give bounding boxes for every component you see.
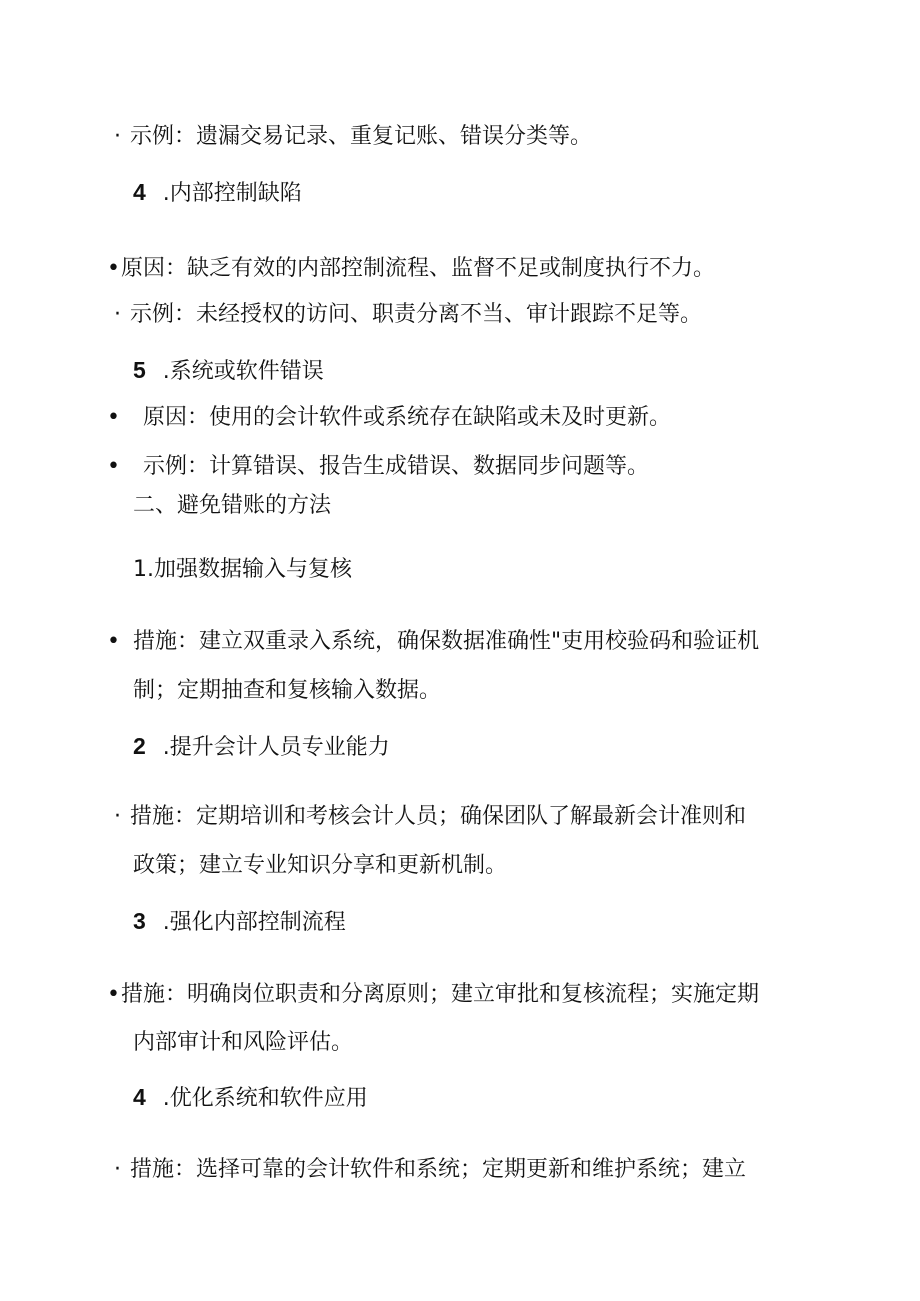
heading-number: 2 [133, 733, 146, 759]
measure-line-internal-process [107, 980, 759, 1010]
measure-line-staff-skills [114, 802, 746, 832]
heading-number: 5 [133, 357, 146, 383]
heading-system-optimization [133, 1082, 368, 1114]
line-text: 内部审计和风险评估。 [133, 1030, 354, 1055]
heading-text: .优化系统和软件应用 [162, 1086, 368, 1111]
bullet-marker: · [114, 804, 121, 829]
heading-data-input [133, 555, 352, 585]
line-text: 制；定期抽查和复核输入数据。 [133, 678, 442, 703]
heading-text: .内部控制缺陷 [162, 181, 302, 206]
line-text: 原因：缺乏有效的内部控制流程、监督不足或制度执行不力。 [121, 256, 716, 281]
section-heading-text: 二、避免错账的方法 [133, 493, 332, 518]
measure-line-system-optimization [114, 1155, 746, 1185]
bullet-marker: · [114, 302, 121, 327]
measure-line-data-input-cont [133, 676, 441, 706]
measure-line-data-input [107, 627, 759, 657]
heading-text: .提升会计人员专业能力 [162, 735, 390, 760]
heading-staff-skills [133, 731, 390, 763]
cause-line-system-error [107, 403, 671, 433]
heading-text: 1.加强数据输入与复核 [133, 557, 352, 582]
bullet-marker: • [107, 256, 120, 281]
line-text: 示例：未经授权的访问、职责分离不当、审计跟踪不足等。 [130, 302, 703, 327]
heading-number: 4 [133, 179, 146, 205]
section-heading-avoid-errors [133, 491, 331, 521]
line-text: 措施：定期培训和考核会计人员；确保团队了解最新会计准则和 [130, 804, 747, 829]
bullet-marker: • [107, 982, 120, 1007]
cause-line-internal-control [107, 254, 715, 284]
example-line-internal-control [114, 300, 702, 330]
measure-line-staff-skills-cont [133, 851, 507, 881]
heading-number: 4 [133, 1084, 146, 1110]
heading-system-error [133, 355, 324, 387]
example-line-system-error [107, 452, 649, 482]
measure-line-internal-process-cont [133, 1028, 353, 1058]
example-line-errors [114, 122, 592, 152]
line-text: 示例：遗漏交易记录、重复记账、错误分类等。 [130, 124, 593, 149]
line-text: 措施：选择可靠的会计软件和系统；定期更新和维护系统；建立 [130, 1157, 747, 1182]
bullet-marker: • [107, 454, 120, 479]
heading-number: 3 [133, 908, 146, 934]
heading-internal-control [133, 177, 302, 209]
bullet-marker: · [114, 124, 121, 149]
heading-text: .系统或软件错误 [162, 359, 324, 384]
bullet-marker: • [107, 405, 120, 430]
line-text: 示例：计算错误、报告生成错误、数据同步问题等。 [143, 454, 650, 479]
line-text: 政策；建立专业知识分享和更新机制。 [133, 853, 508, 878]
heading-internal-process [133, 906, 346, 938]
heading-text: .强化内部控制流程 [162, 910, 346, 935]
line-text: 措施：明确岗位职责和分离原则；建立审批和复核流程；实施定期 [121, 982, 760, 1007]
line-text: 措施：建立双重录入系统，确保数据准确性"吏用校验码和验证机 [133, 629, 760, 654]
bullet-marker: · [114, 1157, 121, 1182]
bullet-marker: • [107, 629, 120, 654]
line-text: 原因：使用的会计软件或系统存在缺陷或未及时更新。 [143, 405, 672, 430]
